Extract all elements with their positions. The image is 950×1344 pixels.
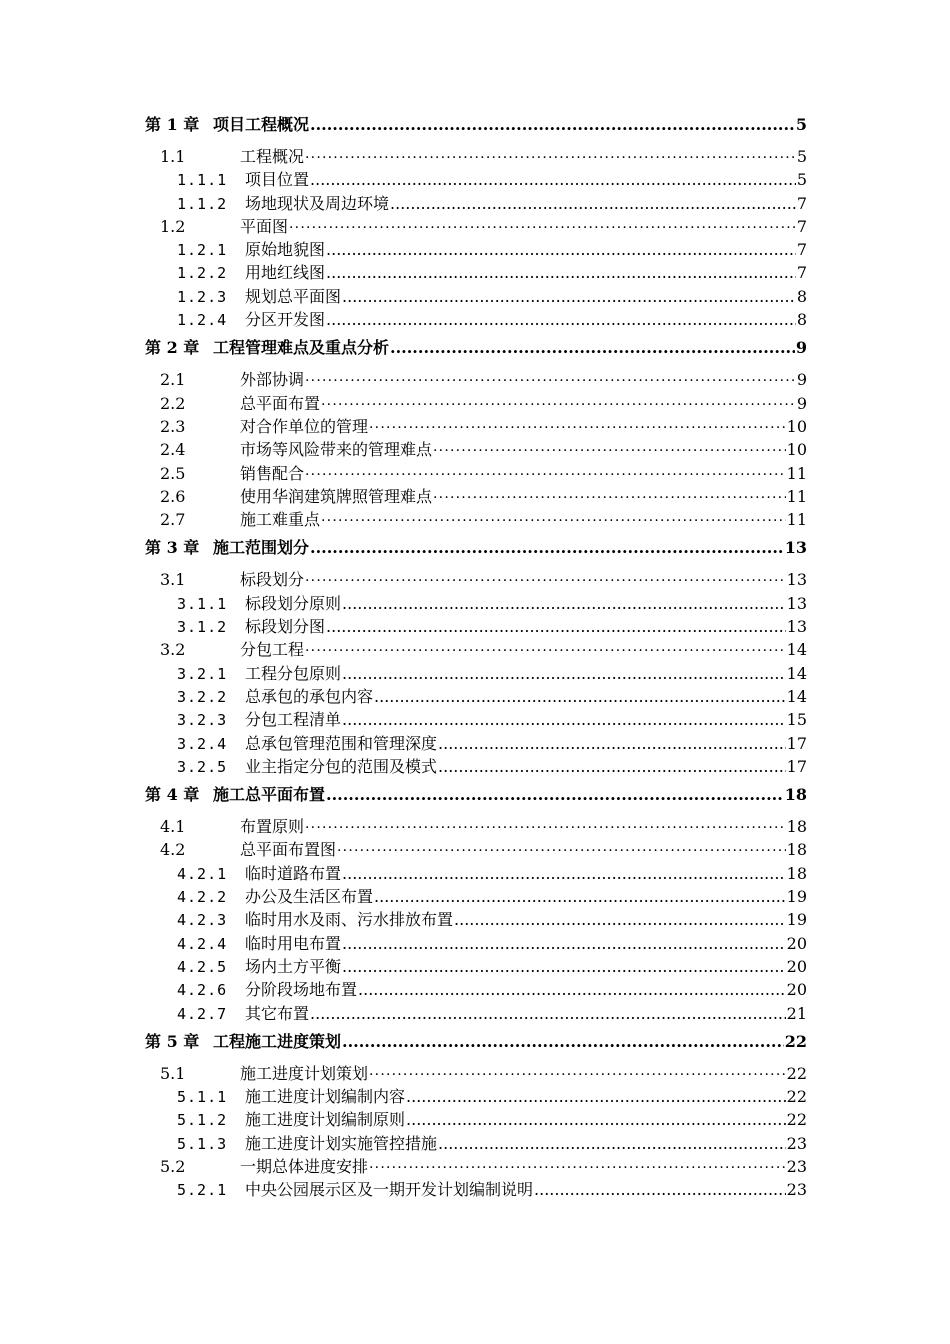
toc-entry-title: 标段划分图 [245, 617, 326, 637]
toc-entry-number: 1.2.1 [177, 241, 228, 260]
toc-page-number: 11 [786, 463, 807, 483]
toc-dot-leader [326, 238, 796, 261]
toc-entry-title: 场地现状及周边环境 [245, 193, 390, 213]
toc-dot-leader [390, 192, 796, 215]
toc-entry-title: 一期总体进度安排 [240, 1156, 369, 1176]
toc-dot-leader [374, 685, 786, 708]
toc-entry-title: 中央公园展示区及一期开发计划编制说明 [245, 1180, 534, 1200]
toc-entry-title: 项目工程概况 [213, 115, 310, 134]
toc-entry-title: 施工进度计划策划 [240, 1063, 369, 1083]
toc-subsection-entry[interactable] [145, 685, 807, 708]
toc-dot-leader [305, 640, 786, 663]
toc-dot-leader [433, 440, 786, 463]
toc-page-number: 23 [786, 1180, 807, 1200]
toc-dot-leader [305, 570, 786, 593]
toc-entry-title: 施工进度计划编制内容 [245, 1087, 406, 1107]
toc-subsection-entry[interactable] [145, 1002, 807, 1025]
toc-section-entry[interactable] [145, 1062, 807, 1085]
toc-subsection-entry[interactable] [145, 238, 807, 261]
toc-page-number: 18 [786, 863, 807, 883]
toc-dot-leader [326, 308, 796, 331]
toc-page-number: 18 [784, 785, 807, 805]
toc-page-number: 8 [796, 286, 807, 306]
toc-entry-number: 2.3 [160, 416, 186, 436]
toc-dot-leader [406, 1108, 786, 1131]
toc-subsection-entry[interactable] [145, 1132, 807, 1155]
toc-page-number: 9 [796, 393, 807, 413]
toc-dot-leader [326, 615, 786, 638]
toc-entry-number: 4.2.2 [177, 888, 228, 907]
toc-entry-title: 临时用水及雨、污水排放布置 [245, 910, 454, 930]
toc-subsection-entry[interactable] [145, 615, 807, 638]
toc-entry-title: 平面图 [240, 216, 289, 236]
toc-entry-title: 总平面布置 [240, 393, 321, 413]
toc-subsection-entry[interactable] [145, 862, 807, 885]
toc-entry-number: 5.1.2 [177, 1111, 228, 1130]
toc-entry-number: 4.2.5 [177, 957, 228, 976]
toc-section-entry[interactable] [145, 638, 807, 661]
toc-dot-leader [342, 955, 786, 978]
toc-subsection-entry[interactable] [145, 755, 807, 778]
toc-page-number: 13 [786, 593, 807, 613]
toc-section-entry[interactable] [145, 215, 807, 238]
toc-section-entry[interactable] [145, 838, 807, 861]
toc-dot-leader [433, 487, 786, 510]
toc-entry-number: 4.2.4 [177, 934, 228, 953]
toc-chapter-entry[interactable] [145, 535, 807, 560]
toc-section-entry[interactable] [145, 392, 807, 415]
toc-subsection-entry[interactable] [145, 662, 807, 685]
toc-entry-number: 3.2.5 [177, 757, 228, 776]
toc-dot-leader [305, 370, 796, 393]
toc-entry-number: 1.2 [160, 216, 186, 236]
toc-entry-number: 2.1 [160, 370, 186, 390]
toc-section-entry[interactable] [145, 145, 807, 168]
toc-entry-title: 临时道路布置 [245, 863, 342, 883]
toc-entry-number: 1.1 [160, 147, 186, 166]
toc-page-number: 20 [786, 956, 807, 976]
toc-entry-title: 原始地貌图 [245, 240, 326, 260]
toc-entry-number: 第 4 章 [145, 785, 200, 805]
toc-dot-leader [310, 535, 784, 560]
toc-page-number: 7 [796, 240, 807, 260]
toc-dot-leader [342, 662, 786, 685]
toc-entry-number: 第 1 章 [145, 115, 200, 134]
toc-entry-title: 使用华润建筑牌照管理难点 [240, 486, 433, 506]
toc-page-number: 17 [786, 756, 807, 776]
toc-entry-title: 场内土方平衡 [245, 956, 342, 976]
toc-entry-number: 3.2.3 [177, 711, 228, 730]
toc-dot-leader [305, 147, 796, 170]
toc-page-number: 13 [786, 570, 807, 590]
toc-entry-number: 1.1.2 [177, 194, 228, 213]
toc-section-entry[interactable] [145, 462, 807, 485]
toc-entry-number: 3.2.4 [177, 734, 228, 753]
toc-dot-leader [326, 261, 796, 284]
toc-entry-number: 1.1.1 [177, 171, 228, 190]
toc-subsection-entry[interactable] [145, 285, 807, 308]
toc-entry-number: 5.1.1 [177, 1088, 228, 1107]
toc-chapter-entry[interactable] [145, 1029, 807, 1054]
toc-page-number: 19 [786, 887, 807, 907]
toc-section-entry[interactable] [145, 485, 807, 508]
toc-entry-title: 外部协调 [240, 370, 305, 390]
toc-chapter-entry[interactable] [145, 112, 807, 137]
toc-entry-title: 施工总平面布置 [213, 785, 326, 805]
toc-dot-leader [326, 782, 784, 807]
toc-entry-number: 3.1 [160, 570, 186, 590]
toc-page-number: 5 [796, 170, 807, 190]
toc-entry-title: 市场等风险带来的管理难点 [240, 440, 433, 460]
toc-entry-number: 1.2.2 [177, 264, 228, 283]
toc-page-number: 23 [786, 1133, 807, 1153]
toc-entry-title: 施工难重点 [240, 510, 321, 530]
toc-dot-leader [406, 1085, 786, 1108]
toc-entry-title: 工程管理难点及重点分析 [213, 338, 390, 358]
toc-entry-title: 业主指定分包的范围及模式 [245, 756, 438, 776]
toc-entry-title: 布置原则 [240, 817, 305, 837]
toc-dot-leader [342, 592, 786, 615]
toc-page-number: 5 [795, 115, 807, 134]
toc-entry-number: 1.2.4 [177, 311, 228, 330]
toc-dot-leader [337, 840, 786, 863]
toc-entry-title: 销售配合 [240, 463, 305, 483]
toc-entry-title: 总承包管理范围和管理深度 [245, 733, 438, 753]
toc-entry-number: 第 5 章 [145, 1031, 200, 1051]
toc-subsection-entry[interactable] [145, 978, 807, 1001]
toc-page-number: 18 [786, 817, 807, 837]
toc-entry-title: 施工进度计划编制原则 [245, 1110, 406, 1130]
toc-page-number: 9 [796, 370, 807, 390]
toc-entry-number: 2.2 [160, 393, 186, 413]
toc-entry-title: 施工范围划分 [213, 538, 310, 558]
toc-entry-number: 4.2.3 [177, 911, 228, 930]
toc-entry-number: 2.4 [160, 440, 186, 460]
toc-section-entry[interactable] [145, 415, 807, 438]
toc-page-number: 18 [786, 840, 807, 860]
toc-entry-number: 4.2.6 [177, 981, 228, 1000]
toc-entry-number: 5.1 [160, 1063, 186, 1083]
toc-dot-leader [390, 335, 795, 360]
toc-section-entry[interactable] [145, 1155, 807, 1178]
toc-page-number: 22 [786, 1087, 807, 1107]
toc-section-entry[interactable] [145, 438, 807, 461]
toc-entry-number: 5.1.3 [177, 1134, 228, 1153]
toc-entry-number: 第 2 章 [145, 338, 200, 358]
toc-subsection-entry[interactable] [145, 308, 807, 331]
toc-entry-number: 3.1.2 [177, 618, 228, 637]
toc-entry-title: 总平面布置图 [240, 840, 337, 860]
toc-dot-leader [342, 1029, 784, 1054]
toc-dot-leader [369, 1157, 786, 1180]
toc-subsection-entry[interactable] [145, 261, 807, 284]
toc-entry-title: 规划总平面图 [245, 286, 342, 306]
toc-page-number: 17 [786, 733, 807, 753]
toc-page-number: 10 [786, 440, 807, 460]
toc-dot-leader [438, 732, 786, 755]
toc-dot-leader [369, 417, 786, 440]
toc-dot-leader [289, 217, 796, 240]
toc-entry-title: 分阶段场地布置 [245, 980, 358, 1000]
toc-entry-number: 4.2.7 [177, 1004, 228, 1023]
toc-page-number: 22 [786, 1063, 807, 1083]
toc-entry-number: 5.2 [160, 1156, 186, 1176]
toc-entry-title: 项目位置 [245, 170, 310, 190]
toc-page-number: 5 [796, 147, 807, 166]
toc-entry-number: 3.1.1 [177, 594, 228, 613]
toc-page-number: 14 [786, 663, 807, 683]
toc-subsection-entry[interactable] [145, 1085, 807, 1108]
toc-dot-leader [342, 862, 786, 885]
toc-dot-leader [321, 510, 786, 533]
toc-entry-number: 2.7 [160, 510, 186, 530]
toc-entry-title: 工程分包原则 [245, 663, 342, 683]
table-of-contents [145, 112, 807, 1202]
toc-page-number: 21 [786, 1003, 807, 1023]
toc-dot-leader [310, 112, 795, 137]
toc-page-number: 8 [796, 310, 807, 330]
toc-entry-number: 2.6 [160, 486, 186, 506]
toc-subsection-entry[interactable] [145, 955, 807, 978]
toc-subsection-entry[interactable] [145, 885, 807, 908]
toc-entry-title: 其它布置 [245, 1003, 310, 1023]
toc-section-entry[interactable] [145, 508, 807, 531]
toc-entry-title: 临时用电布置 [245, 933, 342, 953]
toc-entry-number: 4.1 [160, 817, 186, 837]
toc-entry-number: 4.2 [160, 840, 186, 860]
toc-entry-title: 用地红线图 [245, 263, 326, 283]
toc-dot-leader [438, 755, 786, 778]
toc-dot-leader [310, 1002, 786, 1025]
toc-page-number: 20 [786, 933, 807, 953]
toc-page-number: 11 [786, 510, 807, 530]
toc-dot-leader [310, 168, 796, 191]
toc-entry-title: 工程概况 [240, 147, 305, 166]
toc-dot-leader [342, 932, 786, 955]
toc-entry-title: 施工进度计划实施管控措施 [245, 1133, 438, 1153]
toc-dot-leader [305, 464, 786, 487]
toc-dot-leader [454, 908, 786, 931]
toc-section-entry[interactable] [145, 815, 807, 838]
toc-subsection-entry[interactable] [145, 908, 807, 931]
toc-entry-title: 分包工程 [240, 640, 305, 660]
toc-dot-leader [534, 1178, 786, 1201]
toc-subsection-entry[interactable] [145, 708, 807, 731]
toc-dot-leader [305, 817, 786, 840]
toc-entry-title: 标段划分 [240, 570, 305, 590]
toc-page-number: 7 [796, 216, 807, 236]
toc-dot-leader [358, 978, 786, 1001]
toc-page-number: 11 [786, 486, 807, 506]
toc-page-number: 7 [796, 193, 807, 213]
toc-dot-leader [342, 708, 786, 731]
toc-entry-number: 3.2.1 [177, 664, 228, 683]
toc-subsection-entry[interactable] [145, 1108, 807, 1131]
toc-entry-number: 3.2.2 [177, 687, 228, 706]
toc-entry-number: 5.2.1 [177, 1181, 228, 1200]
toc-dot-leader [369, 1064, 786, 1087]
toc-page-number: 20 [786, 980, 807, 1000]
toc-page-number: 15 [786, 710, 807, 730]
toc-entry-title: 工程施工进度策划 [213, 1031, 342, 1051]
toc-subsection-entry[interactable] [145, 932, 807, 955]
toc-page-number: 13 [786, 617, 807, 637]
toc-entry-number: 4.2.1 [177, 864, 228, 883]
toc-page-number: 23 [786, 1156, 807, 1176]
toc-entry-number: 1.2.3 [177, 287, 228, 306]
toc-entry-title: 分区开发图 [245, 310, 326, 330]
toc-entry-title: 总承包的承包内容 [245, 686, 374, 706]
toc-entry-title: 办公及生活区布置 [245, 887, 374, 907]
toc-dot-leader [374, 885, 786, 908]
toc-section-entry[interactable] [145, 568, 807, 591]
toc-chapter-entry[interactable] [145, 782, 807, 807]
toc-subsection-entry[interactable] [145, 192, 807, 215]
toc-page-number: 14 [786, 686, 807, 706]
toc-entry-title: 对合作单位的管理 [240, 416, 369, 436]
toc-chapter-entry[interactable] [145, 335, 807, 360]
toc-page-number: 9 [795, 338, 807, 358]
toc-entry-number: 2.5 [160, 463, 186, 483]
toc-entry-title: 分包工程清单 [245, 710, 342, 730]
toc-section-entry[interactable] [145, 368, 807, 391]
toc-entry-number: 3.2 [160, 640, 186, 660]
toc-page-number: 13 [784, 538, 807, 558]
toc-subsection-entry[interactable] [145, 732, 807, 755]
toc-entry-title: 标段划分原则 [245, 593, 342, 613]
toc-page-number: 7 [796, 263, 807, 283]
toc-subsection-entry[interactable] [145, 1178, 807, 1201]
toc-page-number: 19 [786, 910, 807, 930]
toc-page-number: 22 [786, 1110, 807, 1130]
toc-subsection-entry[interactable] [145, 168, 807, 191]
toc-page-number: 22 [784, 1031, 807, 1051]
toc-dot-leader [321, 394, 796, 417]
toc-subsection-entry[interactable] [145, 592, 807, 615]
toc-page-number: 14 [786, 640, 807, 660]
toc-dot-leader [438, 1132, 786, 1155]
toc-page-number: 10 [786, 416, 807, 436]
toc-entry-number: 第 3 章 [145, 538, 200, 558]
toc-dot-leader [342, 285, 796, 308]
